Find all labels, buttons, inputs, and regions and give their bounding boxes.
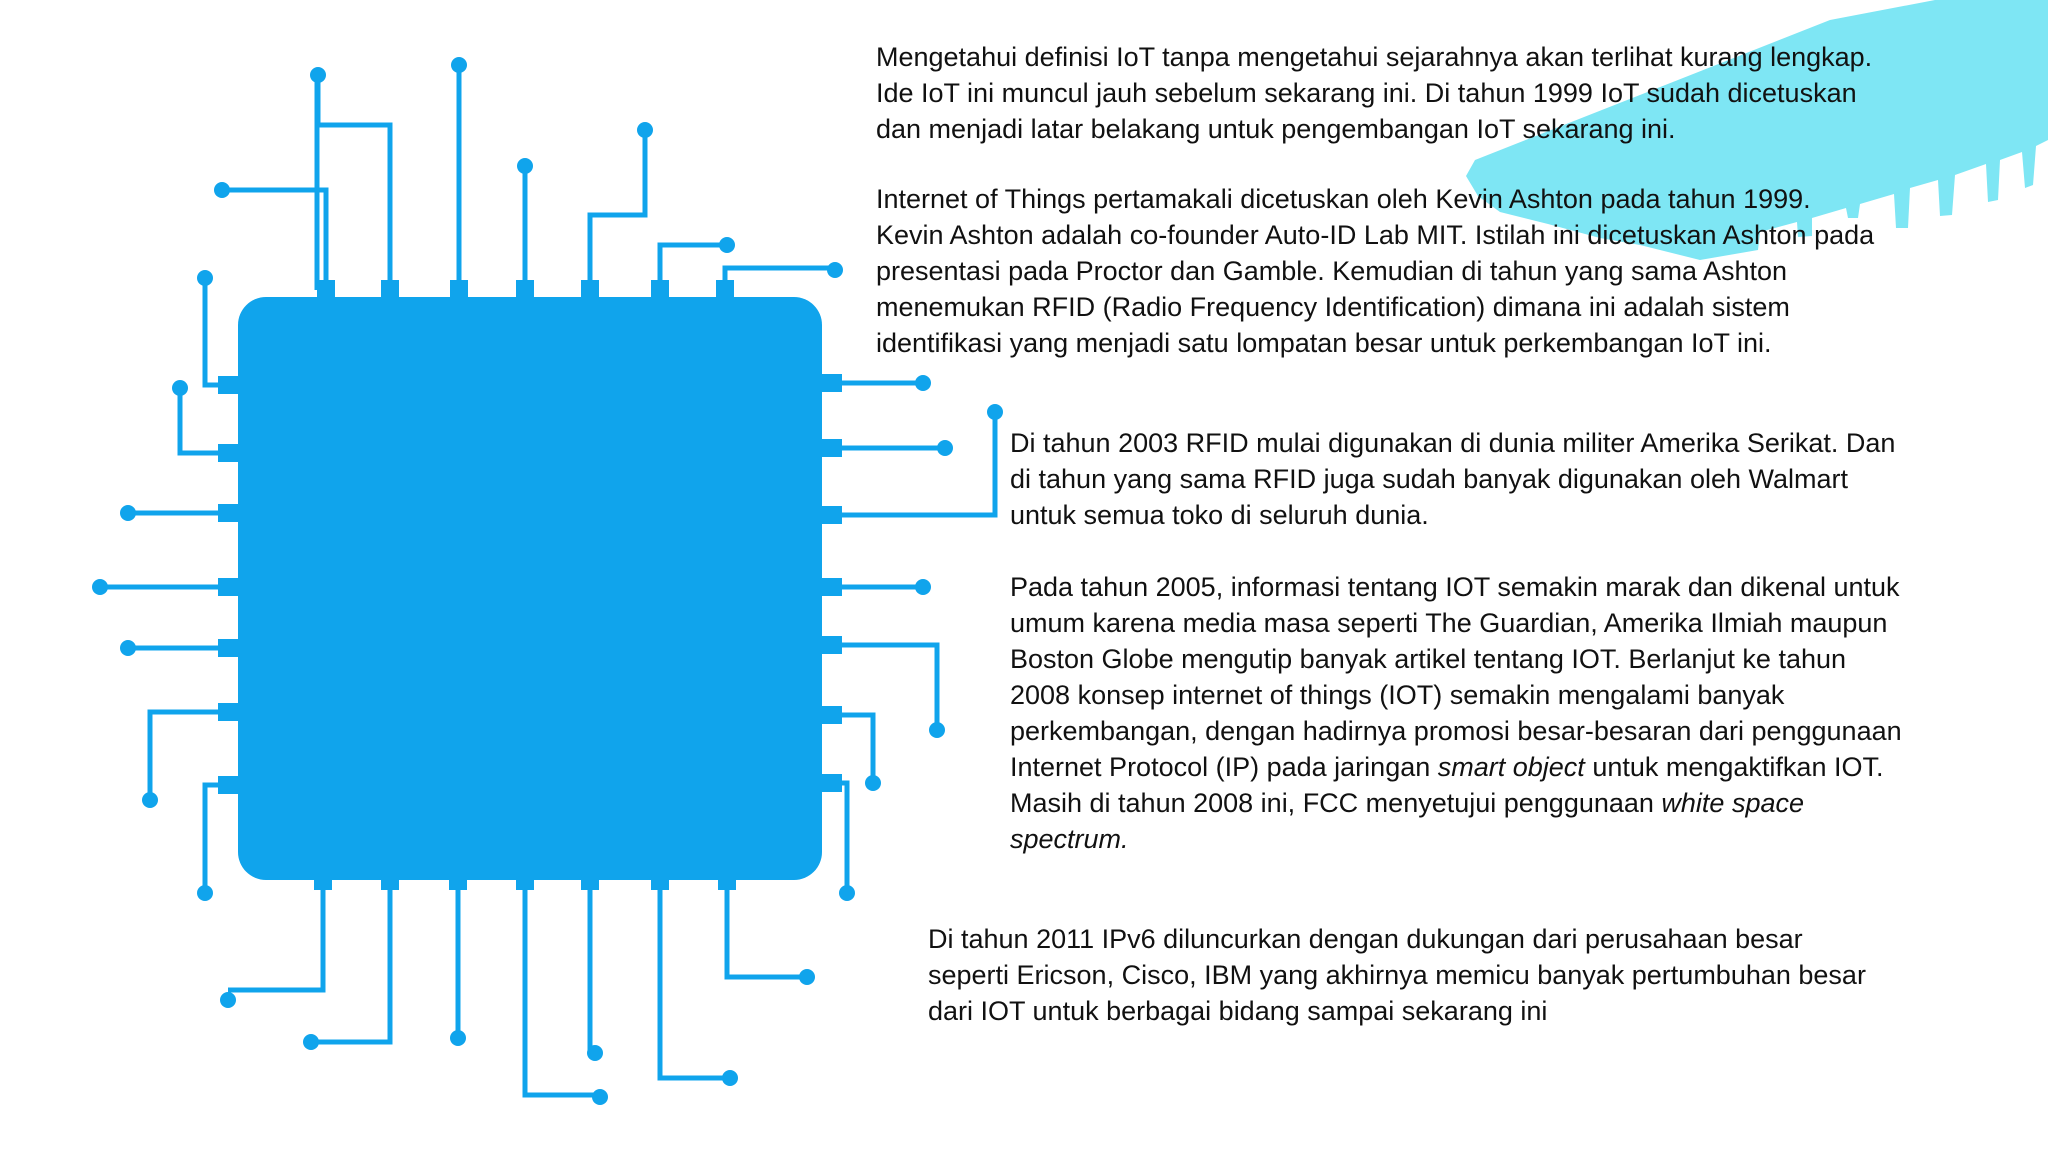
paragraph-text: Pada tahun 2005, informasi tentang IOT semakin marak dan dikenal untuk umum karena media masa seperti The Guardian, Amerika Ilmiah maupun Boston Globe mengutip banyak artikel tentang IOT. Berlanjut ke tahun 2008 konsep internet of things (IOT) semakin mengalami banyak perkembangan, dengan hadirnya promosi besar-besaran dari penggunaan Internet Protocol (IP) pada jaringan: [1010, 572, 1902, 782]
emphasis-white-space-spectrum: white space spectrum.: [1010, 788, 1805, 854]
paragraph-iot-history-intro: Mengetahui definisi IoT tanpa mengetahui sejarahnya akan terlihat kurang lengkap. Ide IoT ini muncul jauh sebelum sekarang ini. Di tahun 1999 IoT sudah dicetuskan dan menjadi latar belakang untuk pengembangan IoT sekarang ini.: [876, 42, 1873, 144]
paragraph-rfid-2003: Di tahun 2003 RFID mulai digunakan di dunia militer Amerika Serikat. Dan di tahun yang sama RFID juga sudah banyak digunakan oleh Walmart untuk semua toko di seluruh dunia.: [1010, 428, 1896, 530]
chip-body: [238, 297, 822, 880]
emphasis-smart-object: smart object: [1437, 752, 1585, 782]
paragraph-ipv6-2011: Di tahun 2011 IPv6 diluncurkan dengan dukungan dari perusahaan besar seperti Ericson, Cisco, IBM yang akhirnya memicu banyak pertumbuhan besar dari IOT untuk berbagai bidang sampai sekarang ini: [928, 924, 1866, 1026]
paragraph-text: untuk mengaktifkan IOT. Masih di tahun 2008 ini, FCC menyetujui penggunaan: [1010, 752, 1884, 818]
paragraph-kevin-ashton: Internet of Things pertamakali dicetuskan oleh Kevin Ashton pada tahun 1999. Kevin Ashton adalah co-founder Auto-ID Lab MIT. Istilah ini dicetuskan Ashton pada presentasi pada Proctor dan Gamble. Kemudian di tahun yang sama Ashton menemukan RFID (Radio Frequency Identification) dimana ini adalah sistem identifikasi yang menjadi satu lompatan besar untuk perkembangan IoT ini.: [876, 184, 1875, 358]
paragraph-iot-2005-2008: [1010, 569, 2020, 857]
